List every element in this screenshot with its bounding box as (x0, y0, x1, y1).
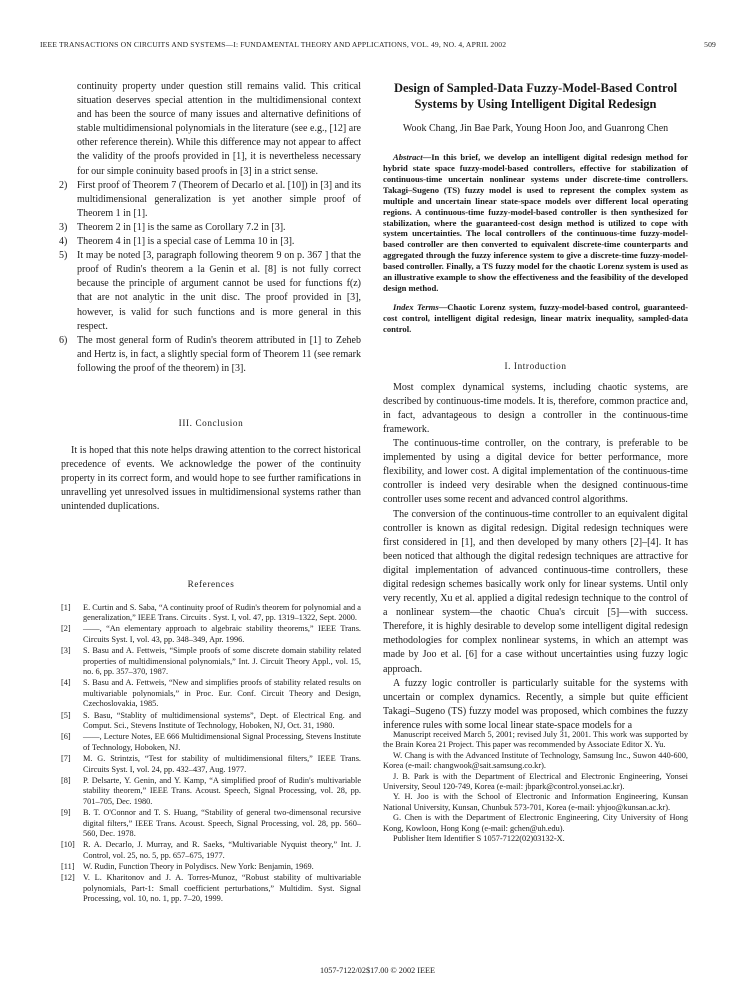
list-item-text: Theorem 2 in [1] is the same as Corollary 7.2 in [3]. (77, 221, 286, 233)
list-item-text: Theorem 4 in [1] is a special case of Lemma 10 in [3]. (77, 236, 295, 248)
references-heading: References (187, 578, 235, 589)
index-terms (383, 302, 688, 335)
list-item-number: 4) (59, 236, 68, 248)
reference-item (61, 873, 361, 905)
abstract (383, 152, 688, 294)
footnote: J. B. Park is with the Department of Electrical and Electronic Engineering, Yonsei University, Seoul 120-749, Korea (e-mail: jbpark@control.yonsei.ac.kr). (383, 771, 688, 792)
index-terms-text: Chaotic Lorenz system, fuzzy-model-based control, guaranteed-cost control, intelligent digital redesign, linear matrix inequality, sampled-data control. (383, 301, 688, 334)
list-item-text: It may be noted [3, paragraph following theorem 9 on p. 367 ] that the proof of Rudin's theorem a la Genin et al. [8] is not fully correct because the principle of argument cannot be used for functions f(z) that are not analytic in the unit disc. The proof provided in [3], however, is valid for such functions and is more general in this respect. (77, 250, 361, 332)
index-terms-label: Index Terms— (393, 301, 448, 312)
abstract-label: Abstract— (393, 152, 432, 163)
reference-item (61, 678, 361, 710)
conclusion-paragraph: It is hoped that this note helps drawing attention to the correct historical precedence of events. We acknowledge the power of the continuity property in its correct form, and would hope to see further ramifications in unravelling yet unresolved issues in multidimensional systems rather than unintended duplications. (61, 445, 361, 513)
reference-text: W. Rudin, Function Theory in Polydiscs. New York: Benjamin, 1969. (83, 861, 314, 871)
reference-text: S. Basu and A. Fettweis, “Simple proofs of some discrete domain stability related properties of multidimensional polynomials,” Int. J. Circuit Theory Appl., vol. 15, no. 6, pp. 357–370, 1987. (83, 646, 361, 677)
journal-header: IEEE TRANSACTIONS ON CIRCUITS AND SYSTEMS—I: FUNDAMENTAL THEORY AND APPLICATIONS, VOL. 49, NO. 4, APRIL 2002 (40, 40, 507, 49)
reference-number: [9] (61, 807, 71, 817)
reference-text: V. L. Kharitonov and J. A. Torres-Munoz, “Robust stability of multivariable polynomials, Part-1: Small coefficient perturbations,” Multidim. Syst. Signal Processing, vol. 10, no. 1, pp. 7–20, 1999. (83, 872, 361, 904)
introduction-heading: I. Introduction (504, 360, 567, 371)
list-item-number: 3) (59, 221, 68, 233)
reference-text: E. Curtin and S. Saba, “A continuity proof of Rudin's theorem for polynomial and a generalization,” IEEE Trans. Circuits . Syst. I, vol. 47, pp. 1319–1322, Sept. 2000. (83, 602, 361, 623)
reference-number: [5] (61, 710, 71, 720)
reference-text: ——, “An elementary approach to algebraic stability theorems,” IEEE Trans. Circuits Syst. I, vol. 43, pp. 348–349, Apr. 1996. (83, 624, 361, 644)
reference-item (61, 603, 361, 624)
list-item-text: The most general form of Rudin's theorem attributed in [1] to Zeheb and Hertz is, in fact, a slightly special form of Theorem 11 (see remark following the proof of the theorem) in [3]. (77, 334, 361, 374)
list-item-number: 6) (59, 334, 68, 346)
reference-number: [4] (61, 678, 71, 688)
reference-item (61, 840, 361, 861)
copyright-footer: 1057-7122/02$17.00 © 2002 IEEE (320, 966, 435, 975)
list-item (61, 334, 361, 376)
left-column (61, 80, 361, 905)
body-paragraph: The continuous-time controller, on the contrary, is preferable to be implemented by using a digital device for better performance, more flexibility, and lower cost. A digital implementation of the continuous-time controller is indeed very desirable when the designed continuous-time controller uses some recent and advanced control algorithms. (383, 438, 688, 506)
reference-text: B. T. O'Connor and T. S. Huang, “Stability of general two-dimensonal recursive digital filters,” IEEE Trans. Acoust. Speech, Signal Processing, vol. 28, pp. 560–560, Dec. 1978. (83, 807, 361, 839)
reference-item (61, 808, 361, 840)
list-item-text: First proof of Theorem 7 (Theorem of Decarlo et al. [10]) in [3] and its multidimensional generalization is yet another simple proof of Theorem 1 in [1]. (77, 179, 361, 219)
reference-item (61, 624, 361, 645)
paper-title: Design of Sampled-Data Fuzzy-Model-Based Control Systems by Using Intelligent Digital Redesign (393, 81, 678, 111)
conclusion-heading: III. Conclusion (178, 417, 244, 428)
footnote: W. Chang is with the Advanced Institute of Technology, Samsung Inc., Suwon 440-600, Korea (e-mail: changwook@sait.samsung.co.kr). (383, 750, 688, 771)
list-item (61, 179, 361, 221)
reference-text: S. Basu and A. Fettweis, “New and simplifies proofs of stability related results on multivariable polynomials,” in Proc. Eur. Conf. Circuit Theory and Design, Czechoslovakia, 1985. (83, 678, 361, 709)
reference-item (61, 732, 361, 753)
reference-text: P. Delsarte, Y. Genin, and Y. Kamp, “A simplified proof of Rudin's multivariable stability theorem,” IEEE Trans. Acoust. Speech, Signal Processing, vol. 28, pp. 701–705, Dec. 1980. (83, 775, 361, 806)
continuation-paragraph: continuity property under question still remains valid. This critical situation deserves special attention in the multidimensional context and has been the source of many issues and alternative definitions of stable multidimensional polynomials in the literature (see e.g., [12] are other reference therein). While this difference may not appear to affect the validity of the proofs provided in [1], it is nevertheless necessary for our simple coninuity based proofs in [3] in a strict sense. (77, 81, 361, 177)
reference-number: [2] (61, 624, 71, 634)
reference-number: [6] (61, 732, 71, 742)
reference-item (61, 862, 361, 873)
reference-item (61, 711, 361, 732)
list-item (61, 221, 361, 235)
reference-item (61, 646, 361, 678)
running-header (40, 40, 716, 49)
list-item (61, 235, 361, 249)
page-number: 509 (704, 40, 716, 49)
reference-item (61, 754, 361, 775)
body-paragraph: Most complex dynamical systems, including chaotic systems, are described by continuous-time models. It is, therefore, common practice and, in fact, advantageous to design a controller in the continuous-time framework. (383, 381, 688, 435)
right-column (383, 80, 688, 844)
footnote: Manuscript received March 5, 2001; revised July 31, 2001. This work was supported by the Brain Korea 21 Project. This paper was recommended by Associate Editor X. Yu. (383, 730, 688, 750)
list-item-number: 2) (59, 179, 68, 191)
footnote: Publisher Item Identifier S 1057-7122(02)03132-X. (393, 834, 565, 844)
reference-number: [10] (61, 840, 75, 850)
reference-number: [12] (61, 872, 75, 882)
reference-list (61, 603, 361, 905)
reference-text: ——, Lecture Notes, EE 666 Multidimensional Signal Processing, Stevens Institute of Technology, Hoboken, NJ. (83, 732, 361, 752)
footnotes (383, 730, 688, 844)
list-item-number: 5) (59, 250, 68, 262)
abstract-text: In this brief, we develop an intelligent digital redesign method for hybrid state space fuzzy-model-based controllers, effective for stabilization of continuous-time uncertain nonlinear systems under discrete-time controllers. Takagi–Sugeno (TS) fuzzy model is used to represent the complex system as multiple and uncertain linear state-space models over different local operating regions. A continuous-time fuzzy-model-based controller is then synthesized for stabilization, where the guaranteed-cost design method is utilized to cope with system uncertainties. The local controllers of the continuous-time fuzzy-model-based controller are then converted to equivalent discrete-time counterparts and aggregated through the fuzzy inference system to give a discrete-time fuzzy-model-based controller. Finally, a TS fuzzy model for the chaotic Lorenz system is used as an illustrative example to show the effectiveness and the feasibility of the developed design method. (383, 152, 688, 293)
reference-item (61, 776, 361, 808)
footnote: G. Chen is with the Department of Electronic Engineering, City University of Hong Kong, Kowloon, Hong Kong (e-mail: gchen@uh.edu). (383, 813, 688, 833)
paper-authors: Wook Chang, Jin Bae Park, Young Hoon Joo, and Guanrong Chen (402, 123, 669, 134)
body-paragraph: A fuzzy logic controller is particularly suitable for the systems with uncertain or complex dynamics. Recently, a simple but quite efficient Takagi–Sugeno (TS) fuzzy model was proposed, which combines the fuzzy inference rules with some local linear state-space models for a (383, 677, 688, 731)
reference-number: [1] (61, 602, 71, 612)
reference-number: [8] (61, 775, 71, 785)
reference-number: [11] (61, 861, 75, 871)
reference-text: S. Basu, “Stablity of multidimensional systems”, Dept. of Electrical Eng. and Comput. Sci., Stevens Institute of Technology, Hoboken, NJ, Oct. 31, 1980. (83, 710, 361, 731)
numbered-list (61, 179, 361, 376)
reference-number: [3] (61, 646, 71, 655)
reference-text: R. A. Decarlo, J. Murray, and R. Saeks, “Multivariable Nyquist theory,” Int. J. Control, vol. 25, no. 5, pp. 657–675, 1977. (83, 840, 361, 860)
body-paragraph: The conversion of the continuous-time controller to an equivalent digital controller is known as digital redesign. Digital redesign techniques were first considered in [1], and then developed by many others [2]–[4]. It has been noticed that although the digital redesign techniques are attractive for digital implementation of advanced continuous-time controllers, these digital redesign schemes basically work only for linear systems. Until only very recently, Xu et al. applied a digital redesign technique to the control of a nonlinear system—the chaotic Chua's circuit [5]—with success. Therefore, it is highly desirable to develop some intelligent digital redesign methodologies for complex nonlinear systems, in which an attempt was made by Joo et al. [6] for a case without uncertainties using fuzzy logic approach. (383, 508, 688, 675)
reference-text: M. G. Strintzis, “Test for stability of multidimensional filters,” IEEE Trans. Circuits Syst. I, vol. 24, pp. 432–437, Aug. 1977. (83, 753, 361, 774)
list-item (61, 249, 361, 334)
footnote: Y. H. Joo is with the School of Electronic and Information Engineering, Kunsan National University, Kunsan, Chunbuk 573-701, Korea (e-mail: yhjoo@kunsan.ac.kr). (383, 792, 688, 812)
reference-number: [7] (61, 753, 71, 763)
